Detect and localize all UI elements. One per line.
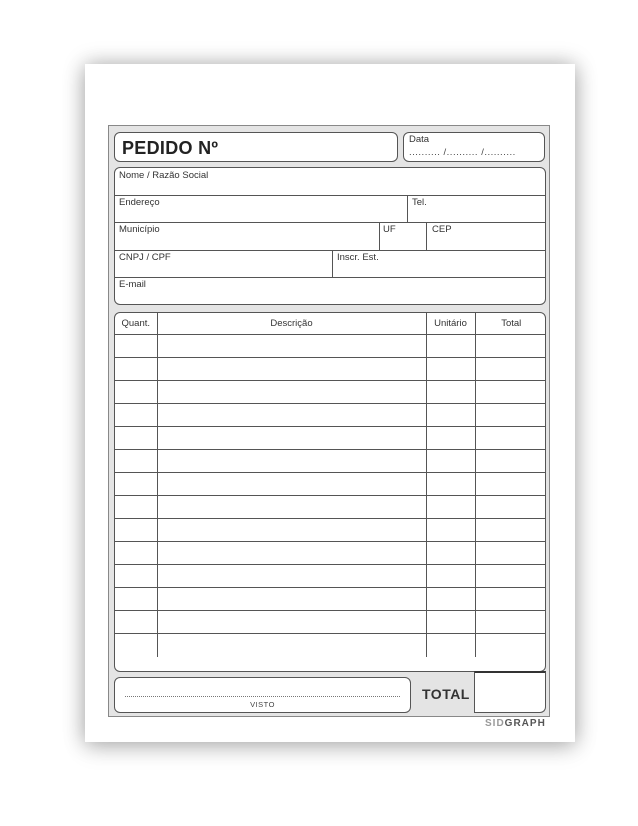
form-frame bbox=[108, 125, 550, 717]
unit-price-cell[interactable] bbox=[426, 450, 475, 473]
table-row bbox=[115, 358, 546, 381]
divider bbox=[379, 222, 380, 250]
description-cell[interactable] bbox=[157, 358, 426, 381]
table-row bbox=[115, 427, 546, 450]
address-field[interactable]: Endereço bbox=[119, 197, 160, 208]
table-row bbox=[115, 473, 546, 496]
description-cell[interactable] bbox=[157, 335, 426, 358]
total-cell[interactable] bbox=[475, 473, 546, 496]
quantity-cell[interactable] bbox=[115, 358, 157, 381]
col-header-total: Total bbox=[475, 313, 546, 335]
unit-price-cell[interactable] bbox=[426, 588, 475, 611]
table-row bbox=[115, 519, 546, 542]
divider bbox=[115, 222, 545, 223]
total-cell[interactable] bbox=[475, 450, 546, 473]
phone-field[interactable]: Tel. bbox=[412, 197, 427, 208]
brand-part-1: SID bbox=[485, 718, 505, 729]
client-info-box bbox=[114, 167, 546, 305]
total-cell[interactable] bbox=[475, 496, 546, 519]
brand-part-2: GRAPH bbox=[504, 718, 546, 729]
table-row bbox=[115, 611, 546, 634]
total-cell[interactable] bbox=[475, 565, 546, 588]
state-field[interactable]: UF bbox=[383, 224, 396, 235]
divider bbox=[332, 250, 333, 277]
description-cell[interactable] bbox=[157, 381, 426, 404]
divider bbox=[426, 222, 427, 250]
total-cell[interactable] bbox=[475, 634, 546, 657]
quantity-cell[interactable] bbox=[115, 611, 157, 634]
quantity-cell[interactable] bbox=[115, 588, 157, 611]
total-cell[interactable] bbox=[475, 358, 546, 381]
order-number-box[interactable] bbox=[114, 132, 398, 162]
total-cell[interactable] bbox=[475, 335, 546, 358]
unit-price-cell[interactable] bbox=[426, 358, 475, 381]
total-cell[interactable] bbox=[475, 542, 546, 565]
date-field[interactable]: .......... /.......... /.......... bbox=[409, 147, 516, 158]
total-cell[interactable] bbox=[475, 427, 546, 450]
unit-price-cell[interactable] bbox=[426, 519, 475, 542]
tax-id-field[interactable]: CNPJ / CPF bbox=[119, 252, 171, 263]
total-cell[interactable] bbox=[475, 611, 546, 634]
quantity-cell[interactable] bbox=[115, 450, 157, 473]
items-body bbox=[115, 335, 546, 657]
description-cell[interactable] bbox=[157, 496, 426, 519]
table-row bbox=[115, 634, 546, 657]
col-header-description: Descrição bbox=[157, 313, 426, 335]
table-row bbox=[115, 588, 546, 611]
quantity-cell[interactable] bbox=[115, 427, 157, 450]
total-cell[interactable] bbox=[475, 381, 546, 404]
signature-box[interactable] bbox=[114, 677, 411, 713]
description-cell[interactable] bbox=[157, 427, 426, 450]
table-row bbox=[115, 542, 546, 565]
date-box[interactable] bbox=[403, 132, 545, 162]
quantity-cell[interactable] bbox=[115, 634, 157, 657]
divider bbox=[115, 195, 545, 196]
description-cell[interactable] bbox=[157, 519, 426, 542]
table-row bbox=[115, 381, 546, 404]
quantity-cell[interactable] bbox=[115, 542, 157, 565]
unit-price-cell[interactable] bbox=[426, 335, 475, 358]
total-amount-field[interactable] bbox=[474, 671, 546, 713]
form-title: PEDIDO Nº bbox=[122, 138, 219, 158]
unit-price-cell[interactable] bbox=[426, 404, 475, 427]
col-header-quantity: Quant. bbox=[121, 318, 151, 329]
items-table bbox=[115, 313, 546, 657]
description-cell[interactable] bbox=[157, 473, 426, 496]
brand-logo bbox=[485, 718, 546, 729]
unit-price-cell[interactable] bbox=[426, 542, 475, 565]
col-header-unit-price: Unitário bbox=[426, 313, 475, 335]
quantity-cell[interactable] bbox=[115, 404, 157, 427]
table-row bbox=[115, 335, 546, 358]
quantity-cell[interactable] bbox=[115, 335, 157, 358]
total-label: TOTAL bbox=[422, 686, 470, 702]
unit-price-cell[interactable] bbox=[426, 427, 475, 450]
description-cell[interactable] bbox=[157, 542, 426, 565]
items-table-box bbox=[114, 312, 546, 672]
table-header-row bbox=[115, 313, 546, 335]
date-label: Data bbox=[409, 134, 430, 145]
description-cell[interactable] bbox=[157, 450, 426, 473]
quantity-cell[interactable] bbox=[115, 519, 157, 542]
divider bbox=[115, 277, 545, 278]
unit-price-cell[interactable] bbox=[426, 634, 475, 657]
description-cell[interactable] bbox=[157, 565, 426, 588]
email-field[interactable]: E-mail bbox=[119, 279, 146, 290]
total-cell[interactable] bbox=[475, 519, 546, 542]
divider bbox=[407, 195, 408, 222]
city-field[interactable]: Município bbox=[119, 224, 160, 235]
unit-price-cell[interactable] bbox=[426, 565, 475, 588]
unit-price-cell[interactable] bbox=[426, 496, 475, 519]
state-registration-field[interactable]: Inscr. Est. bbox=[337, 252, 379, 263]
unit-price-cell[interactable] bbox=[426, 381, 475, 404]
total-cell[interactable] bbox=[475, 588, 546, 611]
description-cell[interactable] bbox=[157, 634, 426, 657]
quantity-cell[interactable] bbox=[115, 473, 157, 496]
quantity-cell[interactable] bbox=[115, 381, 157, 404]
table-row bbox=[115, 565, 546, 588]
description-cell[interactable] bbox=[157, 588, 426, 611]
signature-label: VISTO bbox=[250, 700, 275, 709]
signature-line bbox=[125, 696, 400, 697]
unit-price-cell[interactable] bbox=[426, 473, 475, 496]
quantity-cell[interactable] bbox=[115, 565, 157, 588]
unit-price-cell[interactable] bbox=[426, 611, 475, 634]
name-field[interactable]: Nome / Razão Social bbox=[119, 170, 209, 181]
divider bbox=[115, 250, 545, 251]
order-form-sheet bbox=[85, 64, 575, 742]
description-cell[interactable] bbox=[157, 404, 426, 427]
table-row bbox=[115, 496, 546, 519]
table-row bbox=[115, 404, 546, 427]
zip-field[interactable]: CEP bbox=[432, 224, 452, 235]
description-cell[interactable] bbox=[157, 611, 426, 634]
quantity-cell[interactable] bbox=[115, 496, 157, 519]
total-cell[interactable] bbox=[475, 404, 546, 427]
table-row bbox=[115, 450, 546, 473]
